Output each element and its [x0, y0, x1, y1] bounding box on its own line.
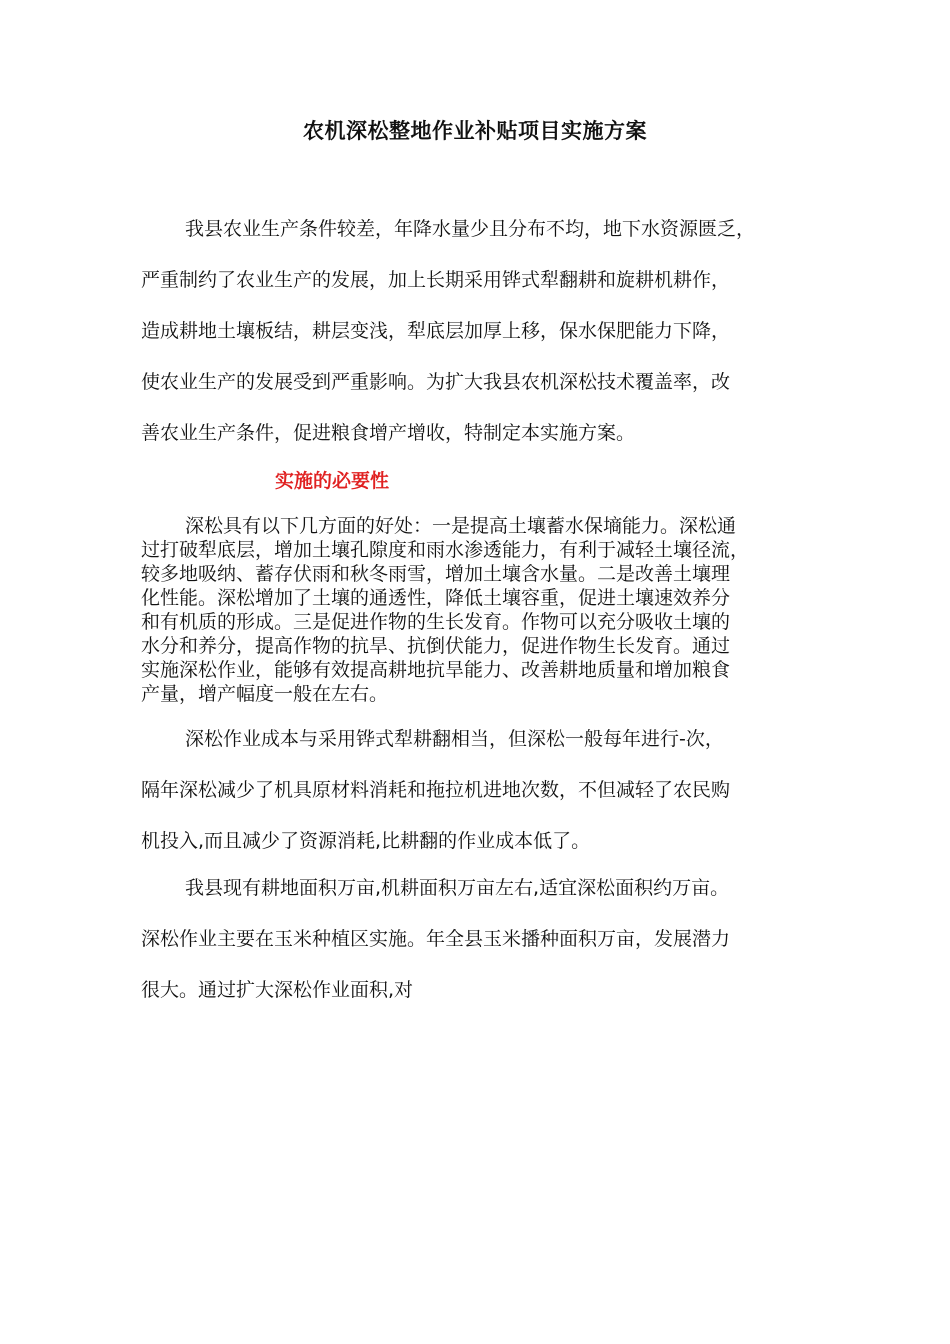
benefits-line: 过打破犁底层，增加土壤孔隙度和雨水渗透能力，有利于减轻土壤径流， — [141, 539, 750, 561]
area-line: 深松作业主要在玉米种植区实施。年全县玉米播种面积万亩，发展潜力 — [141, 928, 731, 950]
intro-line: 造成耕地土壤板结，耕层变浅，犁底层加厚上移，保水保肥能力下降， — [141, 320, 731, 342]
area-line: 我县现有耕地面积万亩,机耕面积万亩左右,适宜深松面积约万亩。 — [185, 877, 730, 899]
benefits-line: 较多地吸纳、蓄存伏雨和秋冬雨雪，增加土壤含水量。二是改善土壤理 — [141, 563, 731, 585]
cost-line: 隔年深松减少了机具原材料消耗和拖拉机进地次数，不但减轻了农民购 — [141, 779, 731, 801]
cost-paragraph — [141, 714, 831, 867]
cost-line: 深松作业成本与采用铧式犁耕翻相当，但深松一般每年进行-次， — [185, 728, 724, 750]
intro-line: 严重制约了农业生产的发展，加上长期采用铧式犁翻耕和旋耕机耕作， — [141, 269, 731, 291]
intro-paragraph — [141, 204, 831, 459]
benefits-line: 化性能。深松增加了土壤的通透性，降低土壤容重，促进土壤速效养分 — [141, 587, 731, 609]
benefits-line: 产量，增产幅度一般在左右。 — [141, 683, 389, 705]
intro-line: 我县农业生产条件较差，年降水量少且分布不均，地下水资源匮乏， — [185, 218, 756, 240]
area-line: 很大。通过扩大深松作业面积,对 — [141, 979, 414, 1001]
benefits-line: 实施深松作业，能够有效提高耕地抗旱能力、改善耕地质量和增加粮食 — [141, 659, 731, 681]
benefits-paragraph — [141, 514, 831, 706]
area-paragraph — [141, 863, 831, 1016]
intro-line: 使农业生产的发展受到严重影响。为扩大我县农机深松技术覆盖率，改 — [141, 371, 731, 393]
cost-line: 机投入,而且减少了资源消耗,比耕翻的作业成本低了。 — [141, 830, 591, 852]
intro-line: 善农业生产条件，促进粮食增产增收，特制定本实施方案。 — [141, 422, 636, 444]
benefits-line: 和有机质的形成。三是促进作物的生长发育。作物可以充分吸收土壤的 — [141, 611, 731, 633]
document-title: 农机深松整地作业补贴项目实施方案 — [303, 119, 647, 143]
benefits-line: 水分和养分，提高作物的抗旱、抗倒伏能力，促进作物生长发育。通过 — [141, 635, 731, 657]
section-heading: 实施的必要性 — [275, 470, 390, 492]
benefits-line: 深松具有以下几方面的好处：一是提高土壤蓄水保墒能力。深松通 — [185, 515, 737, 537]
